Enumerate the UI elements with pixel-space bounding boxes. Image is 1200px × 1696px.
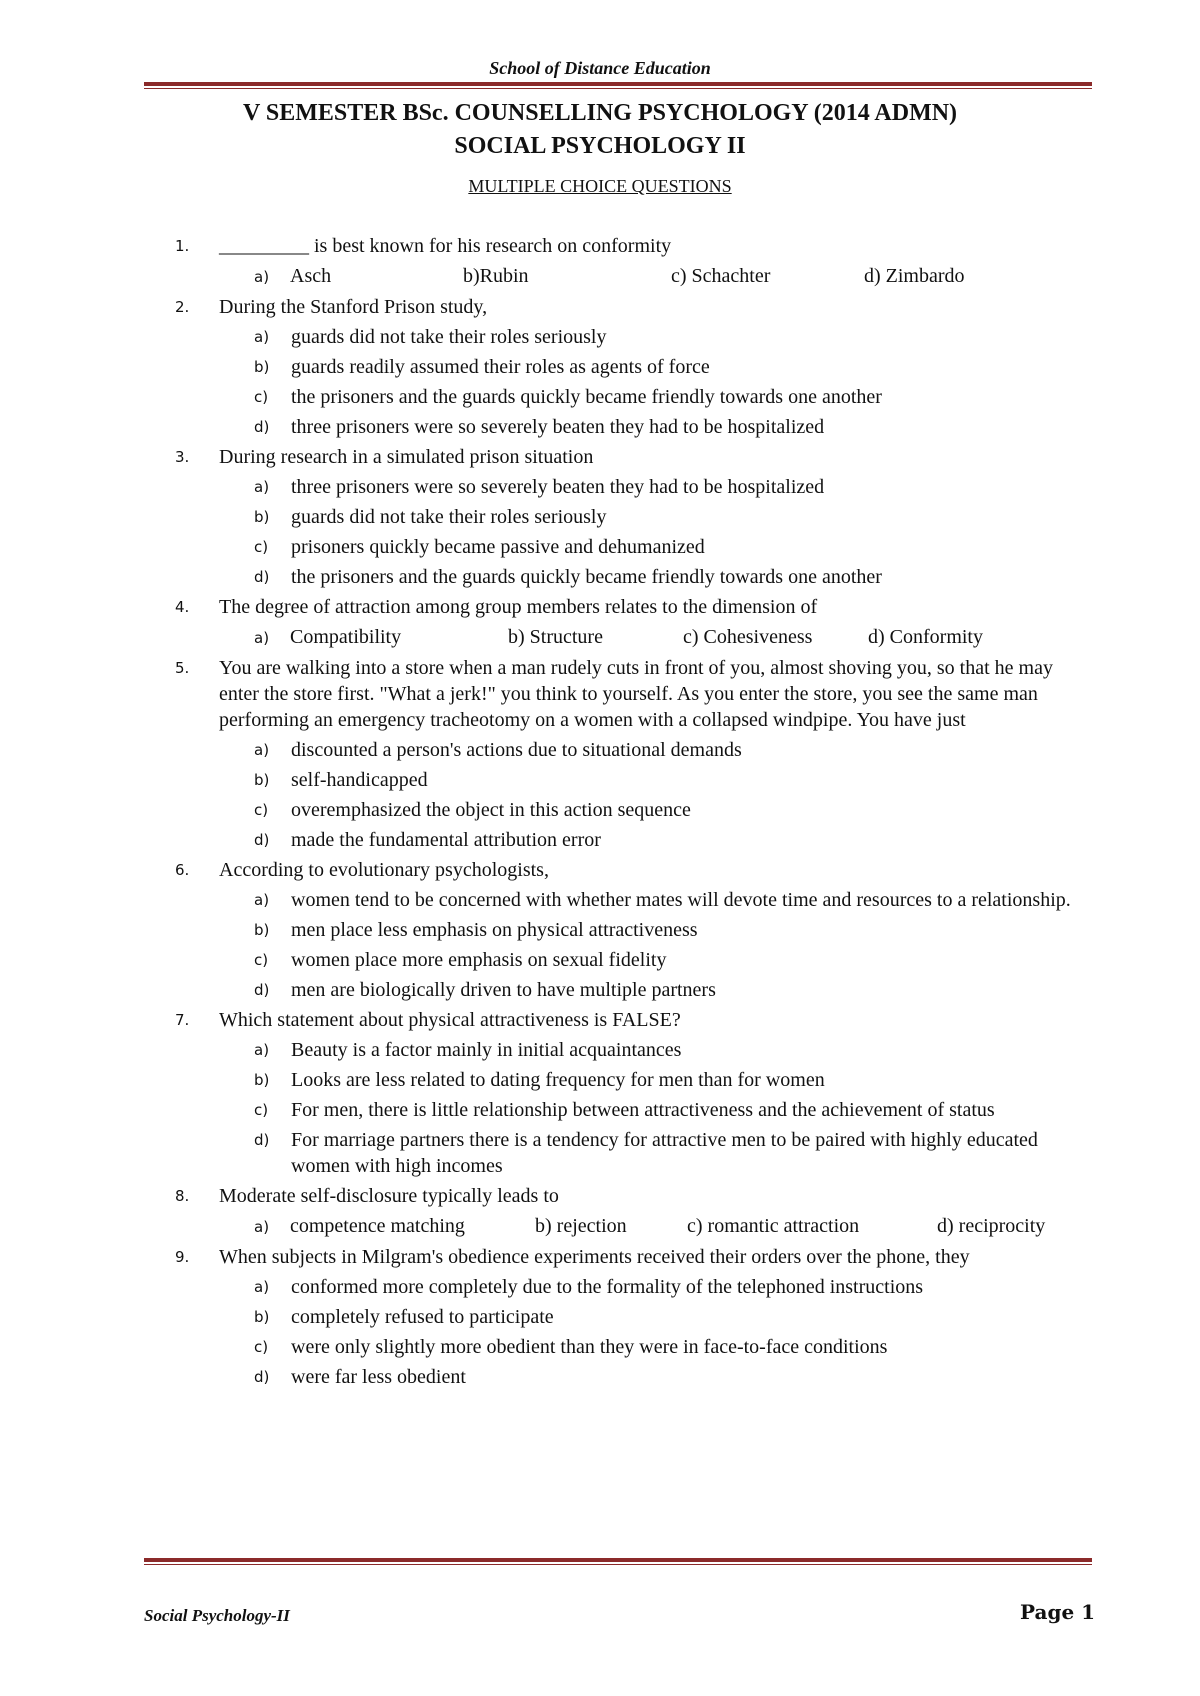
option-item [219,977,1095,1003]
option-text: d) Zimbardo [864,265,965,287]
option-text: Asch [290,265,332,287]
option-text: d) reciprocity [937,1215,1046,1237]
document-title-line-2: SOCIAL PSYCHOLOGY II [454,133,746,159]
option-item [219,1067,1095,1093]
question-text: Which statement about physical attractiveness is FALSE? [219,1009,681,1031]
option-text: the prisoners and the guards quickly became friendly towards one another [291,566,882,588]
question-number: 2. [175,298,190,316]
document-title-line-1: V SEMESTER BSc. COUNSELLING PSYCHOLOGY (2014 ADMN) [242,100,958,126]
option-label: b) [254,921,270,939]
page-number: Page 1 [1020,1600,1096,1624]
option-text: made the fundamental attribution error [291,829,601,851]
question-item [175,1183,1095,1240]
option-label: a) [254,741,270,759]
question-text: During research in a simulated prison situation [219,446,594,468]
question-text: Moderate self-disclosure typically leads to [219,1185,559,1207]
option-item [219,1304,1095,1330]
option-text: Beauty is a factor mainly in initial acquaintances [291,1039,682,1061]
option-label: b) [254,358,270,376]
question-text: The degree of attraction among group members relates to the dimension of [219,596,818,618]
question-list [175,233,1095,1394]
option-text: b) Structure [508,626,603,648]
option-item [219,1037,1095,1063]
option-text: Looks are less related to dating frequency for men than for women [291,1069,825,1091]
footer-divider [144,1558,1092,1565]
option-text: c) Cohesiveness [683,626,813,648]
option-text: self-handicapped [291,769,428,791]
option-label: b) [254,1071,270,1089]
option-item [219,354,1095,380]
option-item [219,1364,1095,1390]
question-number: 1. [175,237,190,255]
question-number: 5. [175,659,190,677]
option-item [219,564,1095,590]
question-item [175,857,1095,1003]
question-item [175,594,1095,651]
option-text: the prisoners and the guards quickly became friendly towards one another [291,386,882,408]
question-number: 3. [175,448,190,466]
option-text: guards did not take their roles seriously [291,326,607,348]
question-item [175,294,1095,440]
option-item [219,767,1095,793]
option-text: conformed more completely due to the formality of the telephoned instructions [291,1276,924,1298]
option-item [219,797,1095,823]
option-label: a) [254,328,270,346]
option-label: d) [254,1368,270,1386]
option-item [219,324,1095,350]
option-label: b) [254,508,270,526]
option-label: c) [254,801,269,819]
page-header-title: School of Distance Education [489,58,711,78]
question-text: When subjects in Milgram's obedience experiments received their orders over the phone, they [219,1246,970,1268]
option-label: c) [254,538,269,556]
option-text: b)Rubin [463,265,529,287]
option-label: c) [254,1101,269,1119]
option-item [219,1127,1095,1179]
option-label: a) [254,629,270,647]
option-text: women tend to be concerned with whether mates will devote time and resources to a relationship. [291,889,1071,911]
question-item [175,444,1095,590]
option-item [219,827,1095,853]
option-label: c) [254,388,269,406]
question-item [175,655,1095,853]
option-label: a) [254,1218,270,1236]
option-row [219,1213,1095,1240]
option-label: d) [254,568,270,586]
option-text: For marriage partners there is a tendency for attractive men to be paired with highly educated women with high incomes [291,1129,1038,1177]
question-number: 4. [175,598,190,616]
option-label: d) [254,1131,270,1149]
option-item [219,504,1095,530]
option-text: c) romantic attraction [687,1215,860,1237]
option-text: men are biologically driven to have multiple partners [291,979,716,1001]
question-item [175,233,1095,290]
option-text: three prisoners were so severely beaten they had to be hospitalized [291,416,825,438]
question-number: 7. [175,1011,190,1029]
question-item [175,1007,1095,1179]
option-label: a) [254,891,270,909]
option-text: three prisoners were so severely beaten they had to be hospitalized [291,476,825,498]
option-item [219,737,1095,763]
option-text: women place more emphasis on sexual fidelity [291,949,667,971]
option-text: competence matching [290,1215,465,1237]
option-text: c) Schachter [671,265,771,287]
option-item [219,414,1095,440]
option-text: overemphasized the object in this action sequence [291,799,691,821]
option-text: b) rejection [535,1215,627,1237]
option-label: b) [254,771,270,789]
footer-course-name: Social Psychology-II [144,1606,290,1625]
question-text: _________ is best known for his research on conformity [219,235,672,257]
option-label: c) [254,951,269,969]
option-item [219,534,1095,560]
question-item [175,1244,1095,1390]
option-text: For men, there is little relationship between attractiveness and the achievement of status [291,1099,995,1121]
option-label: a) [254,268,270,286]
option-text: were far less obedient [291,1366,466,1388]
question-number: 9. [175,1248,190,1266]
option-text: prisoners quickly became passive and dehumanized [291,536,705,558]
option-label: d) [254,831,270,849]
question-number: 8. [175,1187,190,1205]
option-text: Compatibility [290,626,402,648]
option-item [219,384,1095,410]
option-text: discounted a person's actions due to situational demands [291,739,742,761]
option-item [219,1097,1095,1123]
option-item [219,1334,1095,1360]
option-text: guards readily assumed their roles as agents of force [291,356,710,378]
option-text: were only slightly more obedient than they were in face-to-face conditions [291,1336,888,1358]
question-text: During the Stanford Prison study, [219,296,488,318]
option-label: b) [254,1308,270,1326]
option-text: completely refused to participate [291,1306,554,1328]
option-label: d) [254,981,270,999]
option-label: c) [254,1338,269,1356]
option-label: a) [254,478,270,496]
question-text: You are walking into a store when a man rudely cuts in front of you, almost shoving you, so that he may enter the store first. "What a jerk!" you think to yourself. As you enter the store, you see the same man performing an emergency tracheotomy on a women with a collapsed windpipe. You have just [219,657,1053,731]
section-heading: MULTIPLE CHOICE QUESTIONS [468,176,732,196]
option-item [219,474,1095,500]
option-text: guards did not take their roles seriously [291,506,607,528]
header-divider [144,82,1092,89]
option-text: d) Conformity [868,626,983,648]
option-label: d) [254,418,270,436]
option-item [219,1274,1095,1300]
option-text: men place less emphasis on physical attractiveness [291,919,698,941]
option-item [219,917,1095,943]
option-row [219,263,1095,290]
option-item [219,947,1095,973]
option-item [219,887,1095,913]
option-label: a) [254,1278,270,1296]
question-number: 6. [175,861,190,879]
question-text: According to evolutionary psychologists, [219,859,549,881]
option-label: a) [254,1041,270,1059]
option-row [219,624,1095,651]
